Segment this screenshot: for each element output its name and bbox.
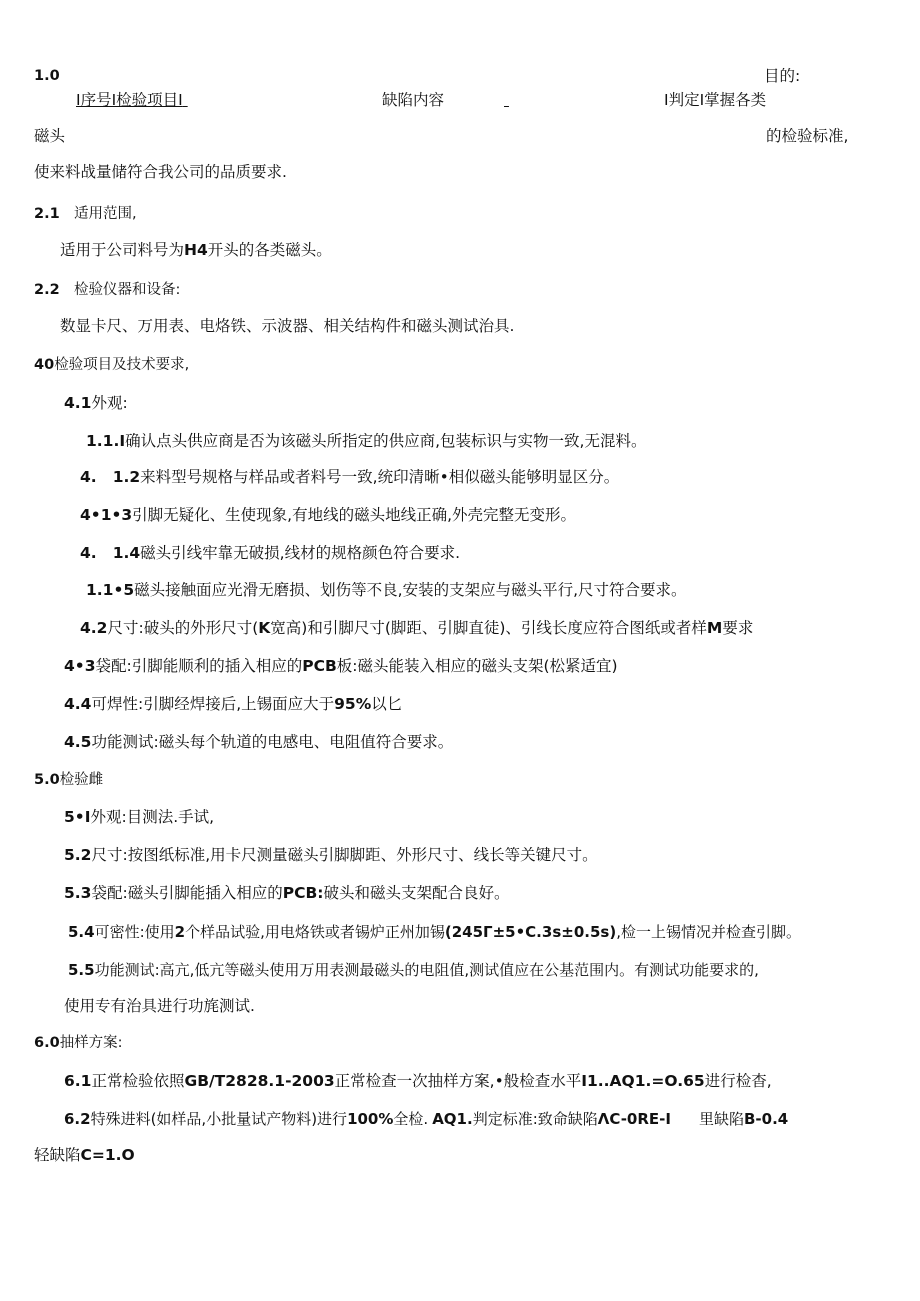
list-item: 4.2尺寸:破头的外形尺寸(K宽高)和引脚尺寸(脚距、引脚直徒)、引线长度应符合图纸或者样M要求	[80, 619, 754, 637]
list-item: 4.1外观:	[64, 394, 128, 412]
list-item: 4.5功能测试:磁头每个轨道的电感电、电阻值符合要求。	[64, 733, 454, 751]
paragraph-text: 适用于公司料号为H4开头的各类磁头。	[60, 241, 332, 259]
paragraph-text: 使来料战量储符合我公司的品质要求.	[34, 163, 287, 181]
table-header-defect: 缺陷内容	[382, 91, 445, 109]
list-item: 5.5功能测试:高亢,低亢等磁头使用万用表测最磁头的电阻值,测试值应在公基范围内。有测试功能要求的,	[68, 961, 759, 979]
list-item: 1.1.I确认点头供应商是否为该磁头所指定的供应商,包装标识与实物一致,无混料。	[86, 432, 647, 450]
section-title: 6.0抽样方案:	[34, 1035, 123, 1051]
list-item: 5.3袋配:磁头引脚能插入相应的PCB:破头和磁头支架配合良好。	[64, 884, 510, 902]
table-header-judge: I判定I掌握各类	[664, 91, 767, 109]
list-item: 1.1•5磁头接触面应光滑无磨损、划伤等不良,安装的支架应与磁头平行,尺寸符合要求。	[86, 581, 687, 599]
purpose-label: 目的:	[764, 67, 801, 85]
list-item: 5.2尺寸:按图纸标准,用卡尺测量磁头引脚脚距、外形尺寸、线长等关键尺寸。	[64, 846, 598, 864]
paragraph-text: 使用专有治具进行功旄测试.	[64, 997, 255, 1015]
list-item: 5•I外观:目测法.手试,	[64, 808, 215, 826]
list-item: 6.1正常检验依照GB/T2828.1-2003正常检查一次抽样方案,•般检查水平I1..AQ1.=O.65进行检杳,	[64, 1072, 772, 1090]
list-item: 6.2特殊进料(如样品,小批量试产物料)进行100%全检. AQ1.判定标准:致命缺陷ΛC-0RE-I 里缺陷B-0.4	[64, 1110, 789, 1128]
section-title: 5.0检验雌	[34, 772, 104, 788]
table-header-rule-2	[504, 90, 664, 110]
paragraph-text: 的检验标准,	[766, 127, 849, 145]
list-item: 4. 1.4磁头引线牢靠无破损,线材的规格颜色符合要求.	[80, 544, 461, 562]
list-item: 轻缺陷C=1.O	[34, 1146, 135, 1164]
list-item: 4.4可焊性:引脚经焊接后,上锡面应大于95%以匕	[64, 695, 403, 713]
section-number: 1.0	[34, 68, 60, 84]
table-header-rule	[183, 90, 303, 110]
section-number: 2.1	[34, 206, 60, 222]
list-item: 4•1•3引脚无疑化、生使现象,有地线的磁头地线正确,外壳完整无变形。	[80, 506, 577, 524]
paragraph-text: 数显卡尺、万用表、电烙铁、示波器、相关结构件和磁头测试治具.	[60, 317, 515, 335]
paragraph-text: 磁头	[34, 127, 66, 145]
list-item: 4. 1.2来料型号规格与样品或者料号一致,统印清晰•相似磁头能够明显区分。	[80, 468, 620, 486]
section-title: 适用范围,	[74, 206, 137, 222]
section-title: 40检验项目及技术要求,	[34, 357, 190, 373]
list-item: 4•3袋配:引脚能顺利的插入相应的PCB板:磁头能装入相应的磁头支架(松紧适宜)	[64, 657, 618, 675]
section-number: 2.2	[34, 282, 60, 298]
list-item: 5.4可密性:使用2个样品试验,用电烙铁或者锡炉正州加锡(245Γ±5•C.3s±0.5s),检一上锡情况并检查引脚。	[68, 923, 801, 941]
table-header-seq-item	[76, 90, 303, 110]
table-header-text: I序号I检验项目I	[76, 91, 183, 109]
section-title: 检验仪器和设备:	[74, 282, 181, 298]
